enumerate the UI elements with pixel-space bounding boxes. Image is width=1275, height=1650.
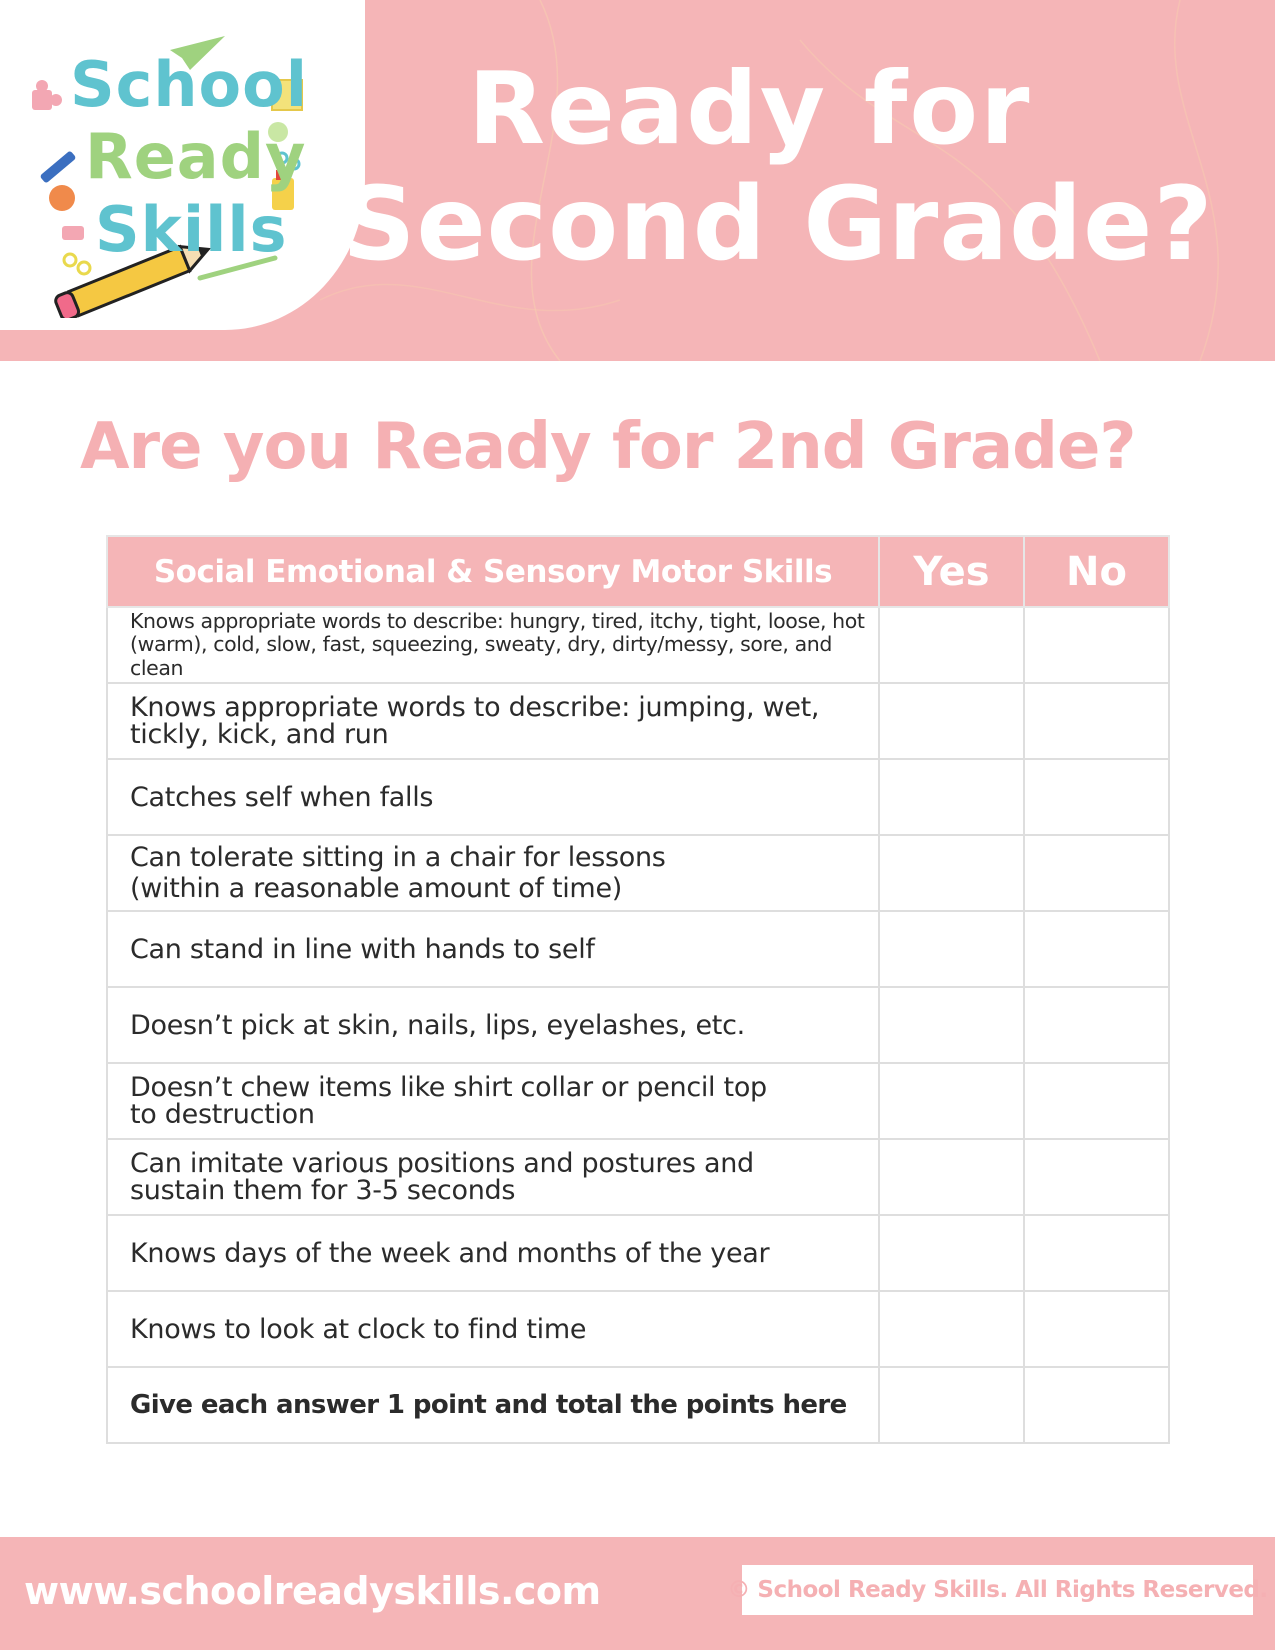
yes-checkbox-cell[interactable] [879,835,1024,911]
skill-text-line: Can imitate various positions and postures and [130,1148,754,1179]
school-ready-skills-logo [10,28,340,318]
table-row [107,1215,1169,1291]
no-checkbox-cell[interactable] [1024,607,1169,683]
no-checkbox-cell[interactable] [1024,683,1169,759]
table-row [107,911,1169,987]
skill-cell [107,1139,879,1215]
table-row [107,987,1169,1063]
skill-text-line: (warm), cold, slow, fast, squeezing, sweaty, dry, dirty/messy, sore, and clean [130,632,832,680]
page-title-line-1: Ready for [468,50,1032,167]
skill-text-line: to destruction [130,1099,315,1130]
logo-word-skills: Skills [95,193,288,266]
no-checkbox-cell[interactable] [1024,835,1169,911]
copyright-notice: © School Ready Skills. All Rights Reserved. [742,1565,1253,1615]
table-header-row [107,536,1169,607]
no-checkbox-cell[interactable] [1024,1291,1169,1367]
total-label: Give each answer 1 point and total the points here [107,1367,879,1443]
no-checkbox-cell[interactable] [1024,1063,1169,1139]
table-row [107,1139,1169,1215]
skill-cell [107,911,879,987]
table-row [107,759,1169,835]
table-row [107,683,1169,759]
skill-text-line: Knows appropriate words to describe: hungry, tired, itchy, tight, loose, hot [130,608,865,633]
no-checkbox-cell[interactable] [1024,987,1169,1063]
page-title-line-2: Second Grade? [342,165,1214,284]
checklist-heading: Are you Ready for 2nd Grade? [80,410,1136,484]
table-row [107,1063,1169,1139]
skill-text-line: Doesn’t pick at skin, nails, lips, eyelashes, etc. [130,1009,745,1041]
yes-checkbox-cell[interactable] [879,683,1024,759]
logo-word-school: School [70,48,308,121]
no-checkbox-cell[interactable] [1024,911,1169,987]
skills-checklist-table [106,535,1170,1444]
website-link[interactable]: www.schoolreadyskills.com [24,1569,601,1613]
skill-text-line: Knows appropriate words to describe: jumping, wet, [130,692,820,723]
yes-checkbox-cell[interactable] [879,1215,1024,1291]
skill-text-line: Catches self when falls [130,781,434,813]
column-header-yes: Yes [879,536,1024,607]
skill-text-line: sustain them for 3-5 seconds [130,1175,516,1206]
skill-cell [107,1215,879,1291]
skill-text-line: Can tolerate sitting in a chair for lessons [130,841,666,873]
skill-cell [107,1291,879,1367]
yes-checkbox-cell[interactable] [879,1139,1024,1215]
yes-checkbox-cell[interactable] [879,987,1024,1063]
no-checkbox-cell[interactable] [1024,759,1169,835]
no-checkbox-cell[interactable] [1024,1215,1169,1291]
skill-text-line: Knows to look at clock to find time [130,1313,587,1345]
skill-cell [107,1063,879,1139]
yes-checkbox-cell[interactable] [879,607,1024,683]
skill-cell [107,835,879,911]
column-header-skills: Social Emotional & Sensory Motor Skills [107,536,879,607]
skill-cell [107,987,879,1063]
skill-text-line: (within a reasonable amount of time) [130,873,622,904]
page-header [0,0,1275,361]
no-checkbox-cell[interactable] [1024,1139,1169,1215]
total-row [107,1367,1169,1443]
skill-cell [107,607,879,683]
table-row [107,1291,1169,1367]
table-row [107,835,1169,911]
no-total-cell[interactable] [1024,1367,1169,1443]
skill-text-line: tickly, kick, and run [130,719,389,750]
skill-cell [107,683,879,759]
yes-total-cell[interactable] [879,1367,1024,1443]
skill-text-line: Can stand in line with hands to self [130,933,595,965]
yes-checkbox-cell[interactable] [879,1291,1024,1367]
logo-word-ready: Ready [85,120,307,193]
yes-checkbox-cell[interactable] [879,911,1024,987]
column-header-no: No [1024,536,1169,607]
skill-text-line: Knows days of the week and months of the year [130,1237,770,1269]
skill-text-line: Doesn’t chew items like shirt collar or pencil top [130,1072,767,1103]
yes-checkbox-cell[interactable] [879,759,1024,835]
table-row [107,607,1169,683]
skill-cell [107,759,879,835]
page-footer [0,1537,1275,1650]
yes-checkbox-cell[interactable] [879,1063,1024,1139]
